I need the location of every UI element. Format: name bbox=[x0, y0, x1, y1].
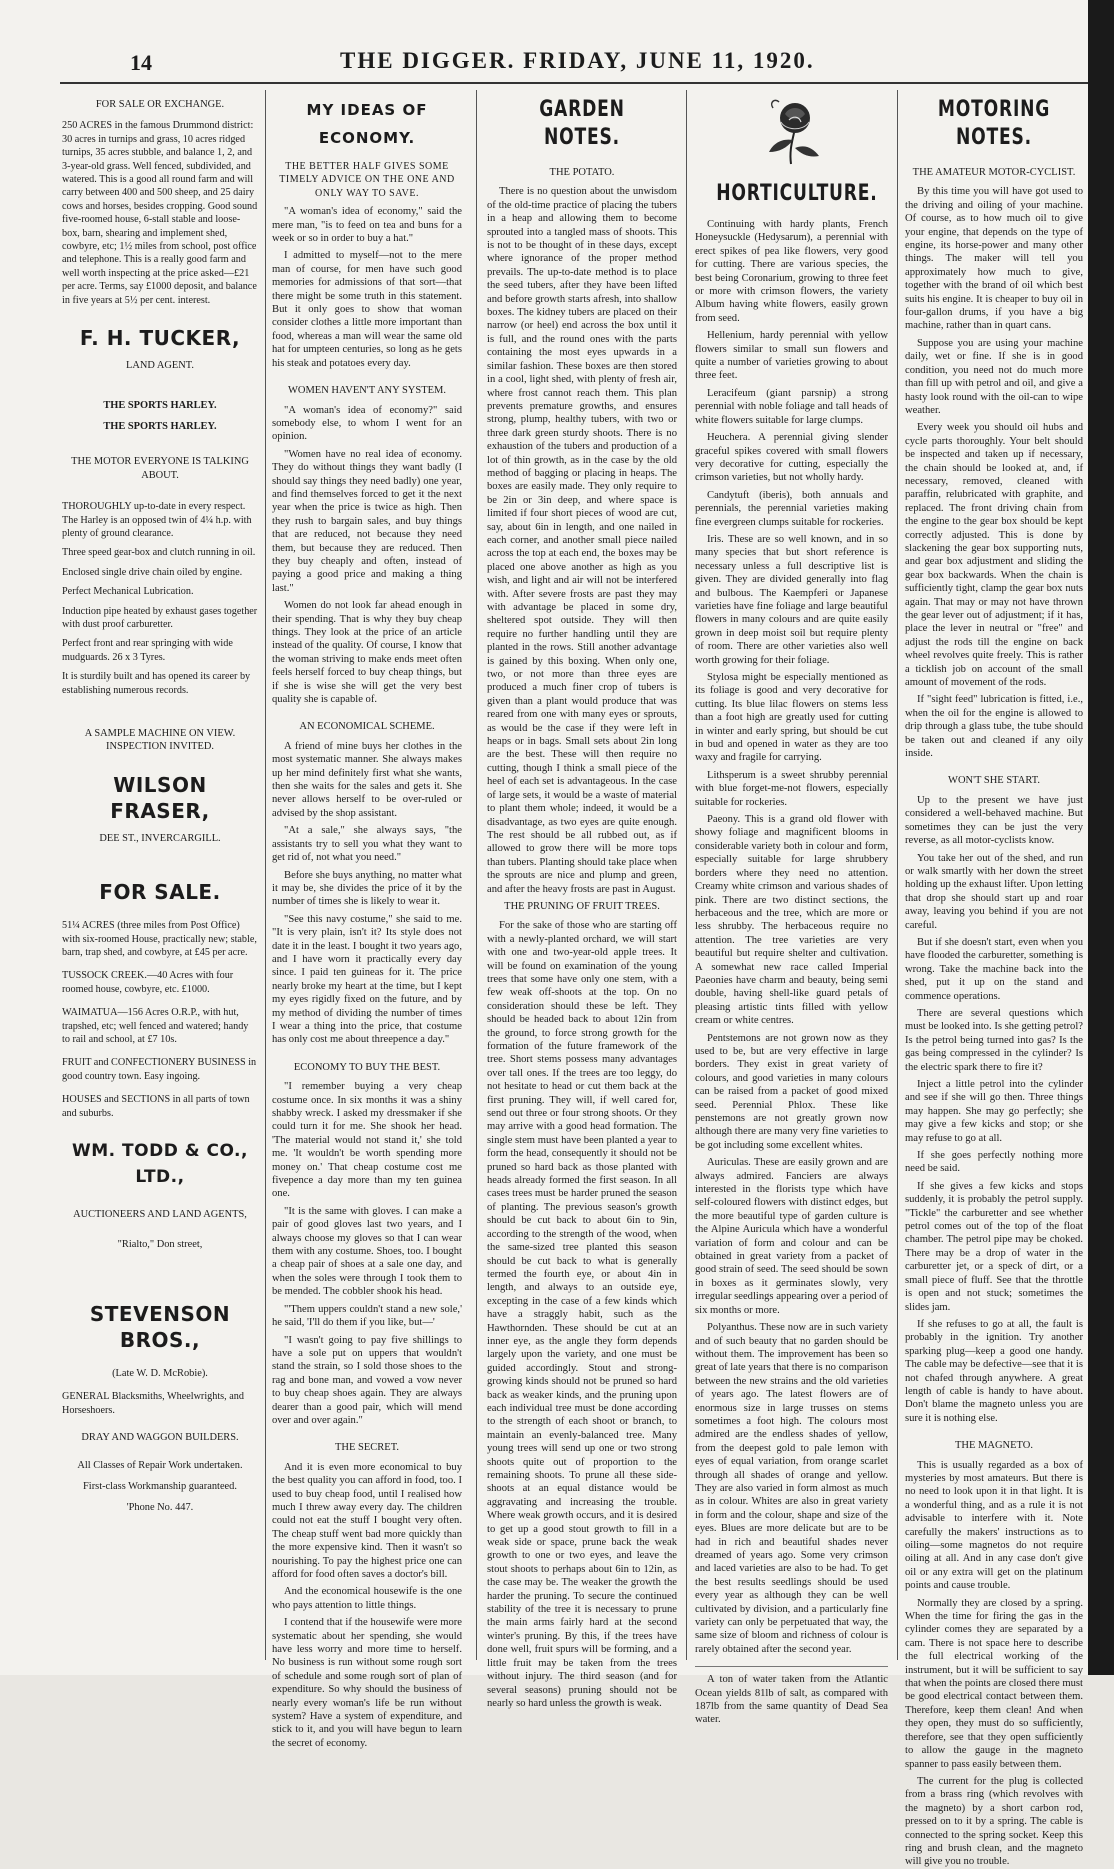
ad-motor-line: THE MOTOR EVERYONE IS TALKING ABOUT. bbox=[71, 456, 249, 481]
paragraph: Paeony. This is a grand old flower with showy foliage and magnificent blooms in considerable variety both in colour and form, especially suitable for large shrubbery borders where they need no attention. Creamy white crimson and various shades of pink. There are two distinct sections, the herbaceous and the tree, which are more or less shrubby. The herbaceous require no attention. The tree varieties are very beautiful but require shelter and cultivation. A somewhat new race called Imperial Paeonies have charm and beauty, being semi double, having shell-like guard petals of pleasing artistic tints filled with yellow cream or white centres. bbox=[695, 814, 888, 1027]
paragraph: If she refuses to go at all, the fault is probably in the ignition. Try another sparking plug—keep a good one handy. The cable may be defective—see that it is not chafed through anywhere. A great length of cable is handy to have about. Don't blame the magneto unless you are sure it is nothing else. bbox=[905, 1318, 1083, 1424]
column-garden-notes bbox=[487, 90, 677, 1709]
newspaper-title: THE DIGGER. FRIDAY, JUNE 11, 1920. bbox=[340, 48, 815, 73]
article-subheading: THE BETTER HALF GIVES SOME TIMELY ADVICE ON THE ONE AND ONLY WAY TO SAVE. bbox=[279, 161, 455, 199]
ad-harley-line: THE SPORTS HARLEY. bbox=[103, 420, 217, 432]
ad-for-sale: FOR SALE. bbox=[99, 880, 221, 905]
ad-agent-name: F. H. TUCKER, bbox=[79, 326, 241, 351]
paragraph: But if she doesn't start, even when you have flooded the carburetter, something is wrong. Take the machine back into the shed, put it up on the stand and commence operations. bbox=[905, 936, 1083, 1002]
column-rule bbox=[476, 90, 477, 1660]
ad-spec: Induction pipe heated by exhaust gases together with dust proof carburetter. bbox=[62, 605, 258, 630]
ad-stevenson-bros: STEVENSON BROS., bbox=[89, 1301, 231, 1352]
paragraph: There is no question about the unwisdom of the old-time practice of placing the tubers in a heap and allowing them to become sprouted into a tangled mass of shoots. This is not to be thought of in these days, except where ignorance of the proper method prevails. The up-to-date method is to place the seed tubers, after they have been lifted and before growth starts afresh, into shallow boxes. The kidney tubers are placed on their narrow (or heel) end across the box until it is full, and the round ones with the parts containing the most eyes upwards in a similar fashion. These boxes are then stored in a cool, light shed, with plenty of fresh air, where frost cannot reach them. This plan prevents premature growths, and ensures strong, plump, healthy tubers, with two or three dark green sturdy shoots. There is no exhaustion of the tubers and production of a lot of thin growth, as in the case by the old method of bagging or placing in heaps. The boxes are easily made. They only require to be 2in or 3in deep, and where space is limited if four short pieces of wood are cut, say, about 6in in length, and one nailed in each corner, and another small piece nailed across the top at each end, the boxes may be placed one above another as high as you wish, and light and air will not be interfered with. After severe frosts are past they may with advantage be placed in some dry, sheltered spot outside. They will then require no further handling until they are planted in the rows. Still another advantage is gained by this boxing. When only one, two, or not more than three eyes are produced a much finer crop of tubers is given than a plant would produce that was reared from one with many eyes or sprouts, as would be the case if they were left in heaps or in bags. Small sets about 2in long are the best. These will then require no cutting, though I think a small piece of the heel of each set is advantageous. In the case of large sets, it would be a waste of material to plant them whole; indeed, it would be a disadvantage, as two eyes are quite enough. The rest should be all rubbed out, as if allowed to grow there will be more tops than tubers. Planting should take place when the sprouts are nice and plump and green, and after the heavy frosts are past in August. bbox=[487, 186, 677, 895]
paragraph: If she goes perfectly nothing more need be said. bbox=[905, 1150, 1083, 1175]
paragraph: There are several questions which must be looked into. Is she getting petrol? Is the petrol being turned into gas? Is the gas being compressed in the cylinder? Is the electric spark there to fire it? bbox=[905, 1007, 1083, 1073]
paragraph: For the sake of those who are starting off with a newly-planted orchard, we will start with one and two-year-old apple trees. It will be found on examination of the young trees that some have only one stem, with a few weak off-shoots at the top. On no consideration should these be left. They should be headed back to about 12in from the ground, to force strong growth for the formation of the future framework of the tree. Short stems possess many advantages over tall ones. If the trees are too leggy, do not hesitate to head or cut them back at the first pruning. They will, if well cared for, send out three or four strong shoots. Or they may arrive with a good head formation. The single stem must have been planted a year to form the head, consequently it should not be pruned so hard back as those planted with heads already formed the first season. In all cases trees must be harder pruned the season of planting. The previous season's growth should be cut back to about 6in to 9in, according to the strength of the wood, when the same-sized tree planted this season should be cut back to what is generally termed the fourth eye, or about 4in in length, and always to an outside eye, excepting in the case of a few kinds which have a straggly habit, such as the Hawthornden. These should be cut at an inner eye, as the angle they form depends largely upon the variety, and one must be guided accordingly. Stout and strong-growing kinds should not be pruned so hard back as weaker kinds, and the pruning upon each individual tree must be done according to the strength of each shoot or branch, to maintain an evenly-balanced tree. Many young trees will send up one or two strong shoots quite out of proportion to the remaining shoots. To prune all these side-shoots at an equal distance would be aggravating and increasing the trouble. Where weak growth occurs, and it is desired to get up a good stout growth to fill in a weak side or space, prune back the weak growth to one or two eyes, and leave the stout shoots to perhaps about 6in to 12in, as the case may be. The weaker the growth the harder the pruning. To secure the continued stability of the tree it is necessary to prune the main arms fairly hard at the second winter's pruning. By this, if the trees have done well, fruit spurs will be forming, and a little fruit may be taken from the trees without injury. The third season (and for several seasons) pruning should not be nearly so hard unless the growth is weak. bbox=[487, 920, 677, 1709]
column-rule bbox=[265, 90, 266, 1660]
ad-repair: All Classes of Repair Work undertaken. bbox=[77, 1459, 243, 1471]
paragraph: Candytuft (iberis), both annuals and perennials, the perennial varieties making fine evergreen clumps suitable for rockeries. bbox=[695, 489, 888, 528]
ad-spec: It is sturdily built and has opened its career by establishing numerous records. bbox=[62, 671, 251, 696]
paragraph: Before she buys anything, no matter what it may be, she divides the price of it by the number of times she is likely to wear it. bbox=[272, 869, 462, 908]
ad-listing: WAIMATUA—156 Acres O.R.P., with hut, trapshed, etc; well fenced and watered; handy to rail and school, at £7 10s. bbox=[62, 1007, 249, 1046]
page-binding-edge bbox=[1088, 0, 1114, 1675]
section-heading: THE MAGNETO. bbox=[955, 1440, 1033, 1452]
ad-sample: A SAMPLE MACHINE ON VIEW. INSPECTION INVITED. bbox=[84, 728, 236, 753]
paragraph: Up to the present we have just considered a well-behaved machine. But sometimes they can be just the very reverse, as all motor-cyclists know. bbox=[905, 794, 1083, 847]
ad-spec: Three speed gear-box and clutch running in oil. bbox=[62, 547, 256, 559]
ad-wilson-fraser: WILSON FRASER, bbox=[110, 772, 210, 823]
section-heading: THE AMATEUR MOTOR-CYCLIST. bbox=[912, 167, 1076, 178]
section-heading: ECONOMY TO BUY THE BEST. bbox=[293, 1061, 441, 1073]
article-heading: MY IDEAS OF ECONOMY. bbox=[306, 101, 428, 147]
section-heading: AN ECONOMICAL SCHEME. bbox=[299, 721, 435, 733]
paragraph: If "sight feed" lubrication is fitted, i.e., when the oil for the engine is allowed to drip through a glass tube, the tube should be taken out and cleaned if any oily inside. bbox=[905, 694, 1083, 760]
article-heading: MOTORING NOTES. bbox=[937, 97, 1051, 150]
column-motoring-notes bbox=[905, 90, 1083, 1868]
paragraph: Normally they are closed by a spring. When the time for firing the gas in the cylinder comes they are separated by a cam. There is not space here to describe the full electrical working of the instrument, but it will be sufficient to say that when the points are closed there must be good electrical contact between them. Therefore, keep them clean! And when they open, they must do so sufficiently, therefore, see that they open sufficiently to allow the gauge in the magneto spanner to pass easily between them. bbox=[905, 1597, 1083, 1770]
paragraph: I admitted to myself—not to the mere man of course, for men have such good memories for admissions of that sort—that there might be some truth in this statement. But it only goes to show that woman consider clothes a little more important than food, whereas a man will wear the same old hat for umpteen centuries, so long as he gets his steak and potatoes every day. bbox=[272, 250, 462, 369]
paragraph: Heuchera. A perennial giving slender graceful spikes covered with small flowers very decorative for cutting, especially the crimson varieties, but not wholly hardy. bbox=[695, 432, 888, 484]
filler-paragraph: A ton of water taken from the Atlantic Ocean yields 81lb of salt, as compared with 187lb from the same quantity of Dead Sea water. bbox=[695, 1666, 888, 1727]
article-heading: HORTICULTURE. bbox=[716, 181, 878, 206]
column-horticulture bbox=[695, 90, 888, 1726]
paragraph: "Women have no real idea of economy. They do without things they want badly (I should say things they need badly) one year, and find themselves forced to get it the next year when the price is twice as high. Then they rush to bargain sales, and buy things that are reduced, not because they need them, but because they are reduced. Then they buy cheaply and often, instead of paying a good price and making a thing last." bbox=[272, 448, 462, 594]
page-number: 14 bbox=[130, 50, 152, 75]
column-economy bbox=[272, 90, 462, 1749]
ad-todd-address: "Rialto," Don street, bbox=[117, 1238, 203, 1250]
ad-listing: HOUSES and SECTIONS in all parts of town and suburbs. bbox=[62, 1094, 250, 1119]
paragraph: Hellenium, hardy perennial with yellow flowers similar to small sun flowers and quite a number of varieties growing to about three feet. bbox=[695, 330, 888, 382]
paragraph: Polyanthus. These now are in such variety and of such beauty that no garden should be without them. The improvement has been so great of late years that there is no comparison between the new strains and the old varieties of years ago. The latest flowers are of enormous size in large trusses on stems sometimes a foot high. The colours most admired are the endless shades of yellow, from the deepest gold to pale lemon with eyes of equal variation, from orange scarlet through all shades of orange and yellow. They are also varied in form almost as much as in colour. Whites are also in great variety in form and the colour, shape and size of the eyes. Blues are more delicate but are to be had in rich and beautiful shades never dreamed of years ago. Some very crimson and laced varieties are also to be had. To get the best results seedlings should be used every year as although they can be well cultivated by division, and a particularly fine variety can only be perpetuated that way, the same size of bloom and richness of colour is rarely obtained after the second year. bbox=[695, 1322, 888, 1655]
ad-farm: 250 ACRES in the famous Drummond district: 30 acres in turnips and grass, 10 acres ridged turnips, 35 acres stubble, and balance 1, 2, and 3-year-old grass. Well fenced, subdivided, and watered. This is a good all round farm and will carry between 400 and 500 sheep, and 25 dairy cows and horses, besides cropping. Good sound five-roomed house, 6-stall stable and loose-box, barn, shearing and implement shed, cowbyre, etc; 1½ miles from school, post office and telephone. This is a really good farm and well worth inspecting at the price asked—£21 per acre. Terms, say £1000 deposit, and balance in five years at 5½ per cent. interest. bbox=[62, 120, 258, 306]
paragraph: Leracifeum (giant parsnip) a strong perennial with noble foliage and tall heads of white flowers suitable for large clumps. bbox=[695, 387, 888, 426]
paragraph: Inject a little petrol into the cylinder and see if she will go then. Three things may happen. She may go perfectly; she may give a few kicks and stop; or she may refuse to go at all. bbox=[905, 1079, 1083, 1144]
section-heading: THE SECRET. bbox=[335, 1442, 399, 1454]
ad-agent-title: LAND AGENT. bbox=[126, 360, 194, 372]
ad-spec: THOROUGHLY up-to-date in every respect. The Harley is an opposed twin of 4¼ h.p. with plenty of ground clearance. bbox=[62, 501, 252, 539]
paragraph: "I remember buying a very cheap costume once. In six months it was a shiny shabby wreck. I asked my dressmaker if she could turn it for me. She shook her head. 'The material would not stand it,' she told me. 'It wouldn't be worth spending more money on.' That cheap costume cost me fivepence a day more than my ten guinea one. bbox=[272, 1081, 462, 1200]
section-heading: WOMEN HAVEN'T ANY SYSTEM. bbox=[287, 385, 447, 397]
paragraph: Stylosa might be especially mentioned as its foliage is good and very decorative for cutting. Its blue lilac flowers on stems less than a foot high are greatly used for cutting in winter and early spring, but should be cut in bud and opened in water as they are too waxy and fragile for carrying. bbox=[695, 672, 888, 764]
article-heading: GARDEN NOTES. bbox=[539, 97, 625, 150]
paragraph: Iris. These are so well known, and in so many species that but short reference is necessary unless a full descriptive list is given. They are divided generally into flag and bulbous. The Kaempferi or Japanese varieties have fine foliage and large beautiful flowers in many colours and are quite easily grown in deep moist soil but require plenty of room. There are other varieties also well worth growing for their foliage. bbox=[695, 533, 888, 666]
paragraph: Pentstemons are not grown now as they used to be, but are very effective in large borders. They exist in great variety of colours, and good varieties in many colours can be raised from a packet of good mixed seed. Perennial Phlox. These like penstemons are not greatly grown now although there are many very fine varieties to be got including some excellent whites. bbox=[695, 1032, 888, 1151]
paragraph: A friend of mine buys her clothes in the most systematic manner. She always makes up her mind definitely first what she wants, then she waits for the sales and gets it. She never allows herself to be over-ruled or advised by the shop assistant. bbox=[272, 740, 462, 819]
paragraph: "A woman's idea of economy?" said somebody else, to whom I went for an opinion. bbox=[272, 404, 462, 443]
ad-fraser-address: DEE ST., INVERCARGILL. bbox=[99, 832, 221, 844]
ad-todd-sub: AUCTIONEERS AND LAND AGENTS, bbox=[73, 1209, 247, 1221]
rose-illustration-icon bbox=[751, 94, 833, 172]
section-heading: THE POTATO. bbox=[549, 167, 615, 178]
paragraph: "'Them uppers couldn't stand a new sole,' he said, 'I'll do them if you like, but—' bbox=[272, 1303, 462, 1329]
ad-spec: Enclosed single drive chain oiled by engine. bbox=[62, 566, 243, 578]
ad-general: GENERAL Blacksmiths, Wheelwrights, and Horseshoers. bbox=[62, 1391, 244, 1416]
masthead bbox=[60, 42, 1090, 84]
paragraph: And it is even more economical to buy the best quality you can afford in food, too. I used to buy cheap food, until I realised how much I threw away every day. The children could not eat the stuff I bought very often. The cheap stuff went bad more quickly than the more expensive kind. Then it wasn't so nourishing. To pay the highest price one can afford for food often saves a doctor's bill. bbox=[272, 1461, 462, 1580]
ad-heading-for-sale-or-exchange: FOR SALE OR EXCHANGE. bbox=[95, 99, 225, 110]
ad-dray: DRAY AND WAGGON BUILDERS. bbox=[81, 1432, 239, 1444]
paragraph: You take her out of the shed, and run or walk smartly with her down the street holding up the exhaust lifter. Upon letting that drop she should start up and roar away, leaving you behind if you are not careful. bbox=[905, 852, 1083, 931]
paragraph: If she gives a few kicks and stops suddenly, it is probably the petrol supply. "Tickle" the carburetter and see whether petrol comes out of the top of the float chamber. The petrol pipe may be choked. There may be a drop of water in the carburetter jet, or a speck of dirt, or a small piece of fluff. See that the throttle is open and not stuck; sometimes the slides jam. bbox=[905, 1180, 1083, 1313]
ad-workmanship: First-class Workmanship guaranteed. bbox=[83, 1480, 237, 1492]
ad-late: (Late W. D. McRobie). bbox=[112, 1367, 208, 1379]
ad-spec: Perfect Mechanical Lubrication. bbox=[62, 586, 194, 598]
paragraph: Every week you should oil hubs and cycle parts thoroughly. Your belt should be inspected and taken up if necessary, the chain should be looked at, and, if necessary, removed, cleaned with paraffin, relubricated with graphite, and replaced. The front driving chain from the engine to the gear box should be kept correctly adjusted. This is done by slackening the gear box supporting nuts, and gear box adjustment and sliding the gear box backwards. When the chain is sufficiently tight, clamp the gear box nuts again. That may or may not have thrown the gear lever out of adjustment; if it has, place the lever in neutral or "free" and adjust the rods till the engine on back wheel revolves quite freely. This is rather a ticklish job on account of the small amount of movement of the rods. bbox=[905, 422, 1083, 689]
paragraph: This is usually regarded as a box of mysteries by most amateurs. But there is no need to look upon it in that light. It is a wonderful thing, and as a rule it is not advisable to interfere with it. Note carefully the makers' instructions as to oiling—some magnetos do not require oiling at all. And in any case don't give oil or any extra will get on the platinum points and cause trouble. bbox=[905, 1459, 1083, 1592]
ad-listing: FRUIT and CONFECTIONERY BUSINESS in good country town. Easy ingoing. bbox=[62, 1057, 257, 1082]
column-rule bbox=[686, 90, 687, 1660]
section-heading: THE PRUNING OF FRUIT TREES. bbox=[504, 900, 660, 912]
column-advertisements bbox=[62, 90, 258, 1660]
paragraph: "At a sale," she always says, "the assistants try to sell you what they want to get rid of, not what you need." bbox=[272, 825, 462, 864]
paragraph: Women do not look far ahead enough in their spending. That is why they buy cheap things. They look at the price of an article instead of the quality. Of course, I know that the woman striving to make ends meet often feels herself forced to buy cheap things, but if she is wise she will get the very best quality she is capable of. bbox=[272, 600, 462, 706]
paragraph: I contend that if the housewife were more systematic about her spending, she would have less worry and more time to herself. No business is run without some rough sort of schedule and some rough sort of plan of expenditure. So why should the business of nearly every woman's life be run without system? Have a system of expenditure, and stick to it, and you will have begun to learn the secret of economy. bbox=[272, 1617, 462, 1749]
paragraph: Suppose you are using your machine daily, wet or fine. If she is in good condition, you need not do much more than fill up with petrol and oil, and give a hasty look round with the oil-can to wipe weather. bbox=[905, 337, 1083, 416]
paragraph: Auriculas. These are easily grown and are always admired. Fanciers are always interested in the florists type which have self-coloured flowers with distinct edges, but the more beautiful type of garden culture is the Alpine Auricula which have a wonderful variation of form and colour and can be obtained in great variety from a packet of good strain of seed. The seed should be sown in boxes as it germinates slowly, very irregular seedlings appearing over a period of six months or more. bbox=[695, 1157, 888, 1316]
paragraph: "I wasn't going to pay five shillings to have a sole put on uppers that wouldn't stand the strain, so I sold those shoes to the rag and bone man, and vowed a vow never to buy cheap shoes again. They are always dearer than a good pair, which will mend over and over again." bbox=[272, 1334, 462, 1426]
paragraph: "It is the same with gloves. I can make a pair of good gloves last two years, and I always choose my gloves so that I can wear them with any costume. Shoes, too. I bought a cheap pair of shoes at a sale one day, and when the soles were through I took them to be mended. The cobbler shook his head. bbox=[272, 1205, 462, 1298]
ad-spec: Perfect front and rear springing with wide mudguards. 26 x 3 Tyres. bbox=[62, 638, 233, 663]
paragraph: Lithsperum is a sweet shrubby perennial with blue forget-me-not flowers, especially suitable for rockeries. bbox=[695, 769, 888, 808]
section-heading: WON'T SHE START. bbox=[948, 775, 1040, 787]
paragraph: And the economical housewife is the one who pays attention to little things. bbox=[272, 1586, 462, 1611]
ad-listing: 51¼ ACRES (three miles from Post Office) with six-roomed House, practically new; stable, barn, trap shed, and cowbyre, at £45 per acre. bbox=[62, 920, 257, 959]
ad-wm-todd: WM. TODD & CO., LTD., bbox=[72, 1141, 248, 1188]
ad-phone: 'Phone No. 447. bbox=[126, 1502, 194, 1514]
paragraph: "A woman's idea of economy," said the mere man, "is to feed on tea and buns for a week or so in order to buy a hat." bbox=[272, 206, 462, 245]
column-rule bbox=[897, 90, 898, 1660]
paragraph: "See this navy costume," she said to me. "It is very plain, isn't it? Its style does not date it in the least. I bought it two years ago, and I have worn it practically every day since. I paid ten guineas for it. The price nearly broke my heart at the time, but I kept my eyes rigidly fixed on the future, and by my method of dividing the number of times I wear a thing into the price, that costume has only cost me about threepence a day." bbox=[272, 913, 462, 1046]
paragraph: Continuing with hardy plants, French Honeysuckle (Hedysarum), a perennial with erect spikes of pea like flowers, very good for cutting. There are various species, the best being Coronarium, growing to three feet or more with crimson flowers, the variety Album having white flowers, easily grown from seed. bbox=[695, 219, 888, 324]
ad-harley-line: THE SPORTS HARLEY. bbox=[103, 399, 217, 411]
paragraph: The current for the plug is collected from a brass ring (which revolves with the magneto) by a short carbon rod, pressed on to it by a spring. The cable is connected to the spring socket. Keep this ring and brush clean, and the magneto will give you no trouble. bbox=[905, 1775, 1083, 1868]
ad-listing: TUSSOCK CREEK.—40 Acres with four roomed house, cowbyre, etc. £1000. bbox=[62, 970, 234, 995]
paragraph: By this time you will have got used to the driving and oiling of your machine. Of course, as to how much oil to give your engine, that depends on the type of engine, its horse-power and many other things. The maker will tell you approximately how much to give, together with the brand of oil which best suits his engine. It is cheaper to buy oil in four-gallon drums, if you have a big machine, rather than in quart cans. bbox=[905, 186, 1083, 332]
